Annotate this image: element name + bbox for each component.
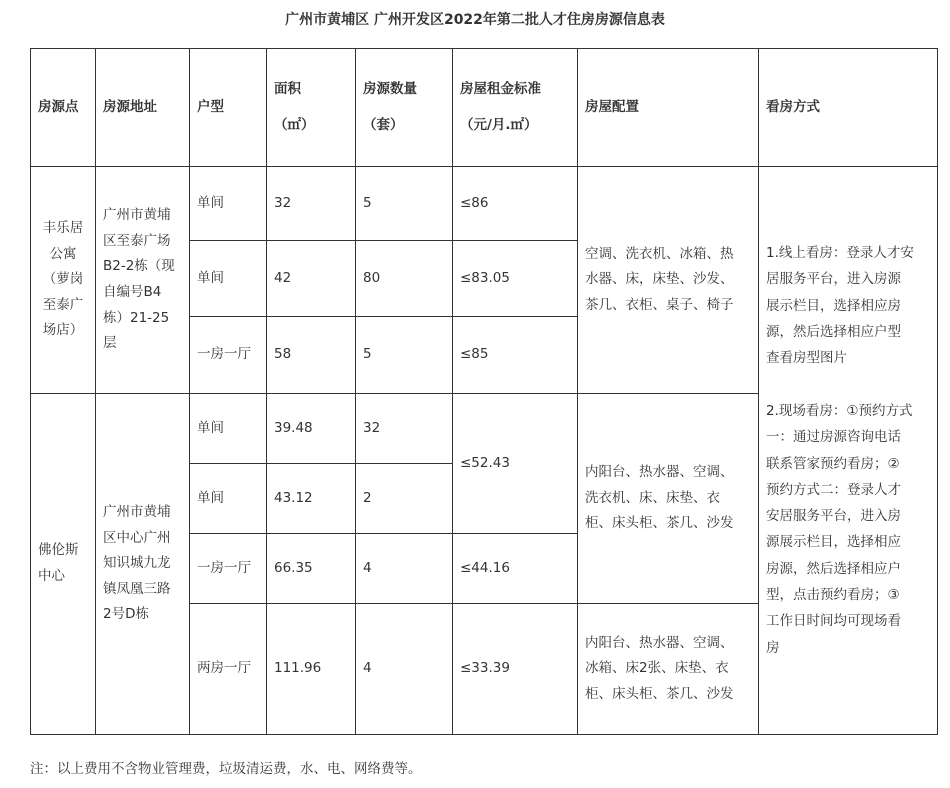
- cell-config: 内阳台、热水器、空调、 洗衣机、床、床垫、衣 柜、床头柜、茶几、沙发: [578, 394, 759, 604]
- cell-address: 广州市黄埔 区中心广州 知识城九龙 镇凤凰三路 2号D栋: [96, 394, 190, 735]
- cell-config: 内阳台、热水器、空调、 冰箱、床2张、床垫、衣 柜、床头柜、茶几、沙发: [578, 604, 759, 735]
- header-row: [31, 49, 938, 167]
- cell-type: 单间: [190, 464, 267, 534]
- cell-count: 32: [356, 394, 453, 464]
- header-config: 房屋配置: [578, 49, 759, 167]
- header-viewing: 看房方式: [759, 49, 938, 167]
- cell-area: 111.96: [267, 604, 356, 735]
- cell-area: 32: [267, 167, 356, 241]
- housing-info-table: [30, 48, 938, 735]
- cell-rent: ≤33.39: [453, 604, 578, 735]
- cell-type: 一房一厅: [190, 534, 267, 604]
- cell-area: 42: [267, 241, 356, 317]
- cell-count: 5: [356, 167, 453, 241]
- cell-point: 佛伦斯 中心: [31, 394, 96, 735]
- cell-rent: ≤85: [453, 317, 578, 394]
- cell-type: 单间: [190, 167, 267, 241]
- cell-type: 单间: [190, 241, 267, 317]
- header-area: 面积 （㎡）: [267, 49, 356, 167]
- cell-count: 4: [356, 534, 453, 604]
- cell-rent: ≤44.16: [453, 534, 578, 604]
- header-address: 房源地址: [96, 49, 190, 167]
- cell-count: 2: [356, 464, 453, 534]
- table-row: [31, 167, 938, 241]
- header-type: 户型: [190, 49, 267, 167]
- cell-area: 39.48: [267, 394, 356, 464]
- cell-area: 66.35: [267, 534, 356, 604]
- cell-rent: ≤52.43: [453, 394, 578, 534]
- cell-config: 空调、洗衣机、冰箱、热 水器、床，床垫、沙发、 茶几、衣柜、桌子、椅子: [578, 167, 759, 394]
- page-title: 广州市黄埔区 广州开发区2022年第二批人才住房房源信息表: [285, 12, 665, 28]
- cell-count: 4: [356, 604, 453, 735]
- cell-count: 5: [356, 317, 453, 394]
- cell-viewing: 1.线上看房：登录人才安 居服务平台，进入房源 展示栏目，选择相应房 源，然后选择相应户型 查看房型图片 2.现场看房：①预约方式 一：通过房源咨询电话 联系管家预约看房；② 预约方式二：登录人才 安居服务平台，进入房 源展示栏目，选择相应 房源，然后选择相应户 型，点击预约看房；③ 工作日时间均可现场看 房: [759, 167, 938, 735]
- cell-area: 58: [267, 317, 356, 394]
- cell-area: 43.12: [267, 464, 356, 534]
- cell-count: 80: [356, 241, 453, 317]
- footnote: 注：以上费用不含物业管理费，垃圾清运费，水、电、网络费等。: [30, 761, 422, 777]
- cell-type: 两房一厅: [190, 604, 267, 735]
- cell-rent: ≤83.05: [453, 241, 578, 317]
- cell-address: 广州市黄埔 区至泰广场 B2-2栋（现 自编号B4 栋）21-25 层: [96, 167, 190, 394]
- header-point: 房源点: [31, 49, 96, 167]
- cell-point: 丰乐居 公寓 （萝岗 至泰广 场店）: [31, 167, 96, 394]
- header-rent: 房屋租金标准 （元/月.㎡）: [453, 49, 578, 167]
- cell-type: 一房一厅: [190, 317, 267, 394]
- cell-type: 单间: [190, 394, 267, 464]
- cell-rent: ≤86: [453, 167, 578, 241]
- header-count: 房源数量 （套）: [356, 49, 453, 167]
